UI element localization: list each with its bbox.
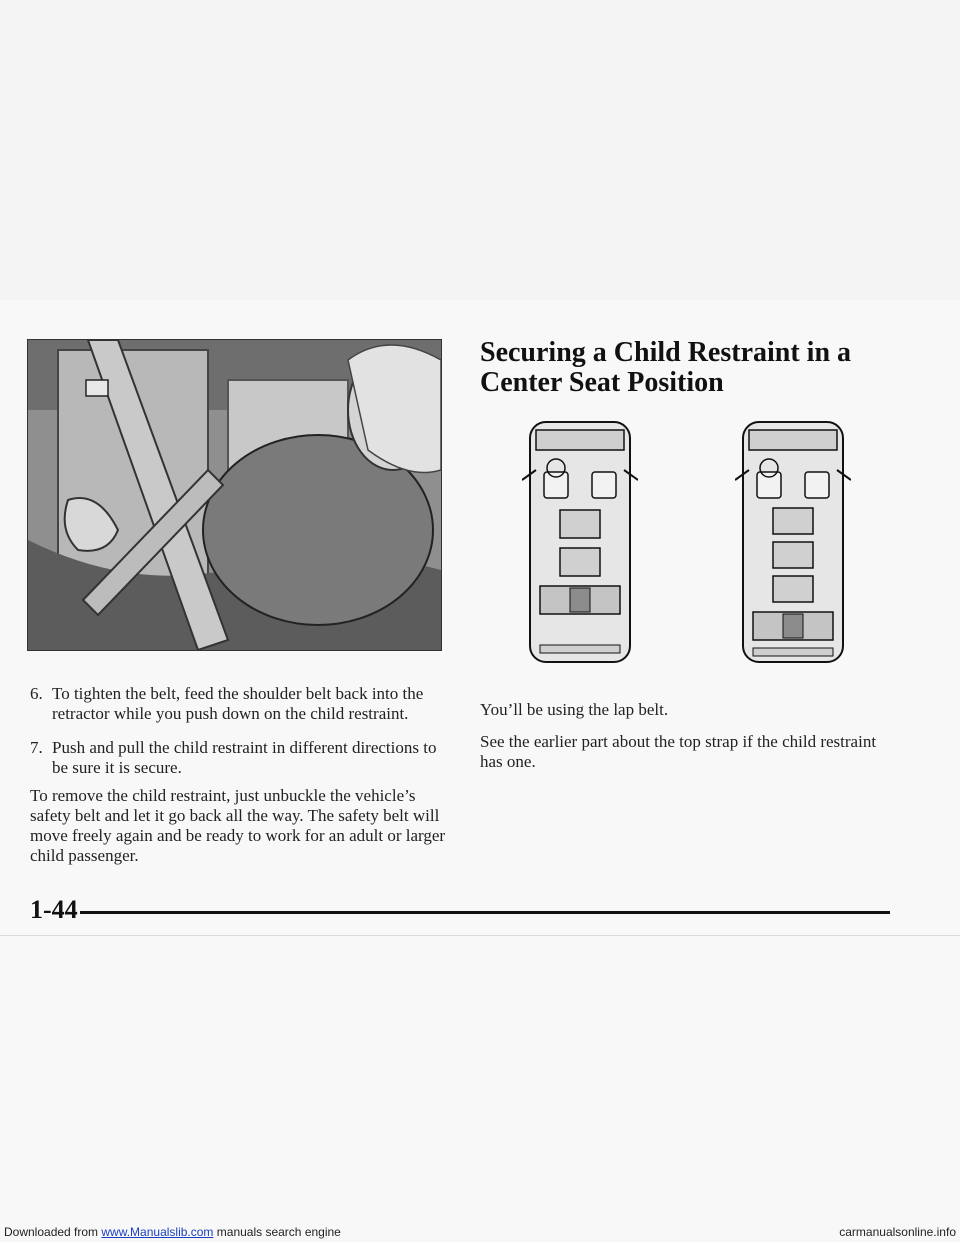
footer-suffix: manuals search engine — [213, 1225, 341, 1239]
step-text: Push and pull the child restraint in different directions to be sure it is secure. — [52, 738, 437, 777]
footer-rule — [80, 911, 890, 914]
step-6 — [30, 684, 450, 724]
remove-restraint-paragraph: To remove the child restraint, just unbuckle the vehicle’s safety belt and let it go back all the way. The safety belt will move freely again and be ready to work for an adult or larger child passenger. — [30, 786, 446, 865]
step-number: 6. — [30, 684, 43, 703]
top-margin — [0, 0, 960, 300]
step-number: 7. — [30, 738, 43, 757]
van-seating-diagram-2 — [735, 420, 851, 666]
section-heading-line-2: Center Seat Position — [480, 367, 724, 398]
belt-tightening-drawing — [28, 340, 441, 650]
page-number: 1-44 — [30, 895, 78, 924]
top-strap-paragraph: See the earlier part about the top strap if the child restraint has one. — [480, 732, 877, 771]
step-text: To tighten the belt, feed the shoulder belt back into the retractor while you push down on the child restraint. — [52, 684, 424, 723]
footer-right-watermark: carmanualsonline.info — [839, 1225, 956, 1239]
footer-left — [4, 1222, 341, 1242]
seating-diagram-1 — [522, 420, 638, 666]
section-heading-line-1: Securing a Child Restraint in a — [480, 337, 852, 368]
belt-tightening-illustration — [27, 339, 442, 651]
download-footer — [0, 1222, 960, 1242]
section-heading — [480, 338, 920, 398]
manualslib-link[interactable]: www.Manualslib.com — [101, 1225, 214, 1239]
step-7 — [30, 738, 450, 778]
scan-edge-line — [0, 935, 960, 936]
footer-prefix: Downloaded from — [4, 1225, 102, 1239]
seating-diagram-2 — [735, 420, 851, 666]
van-seating-diagram-1 — [522, 420, 638, 666]
lap-belt-paragraph: You’ll be using the lap belt. — [480, 700, 669, 719]
